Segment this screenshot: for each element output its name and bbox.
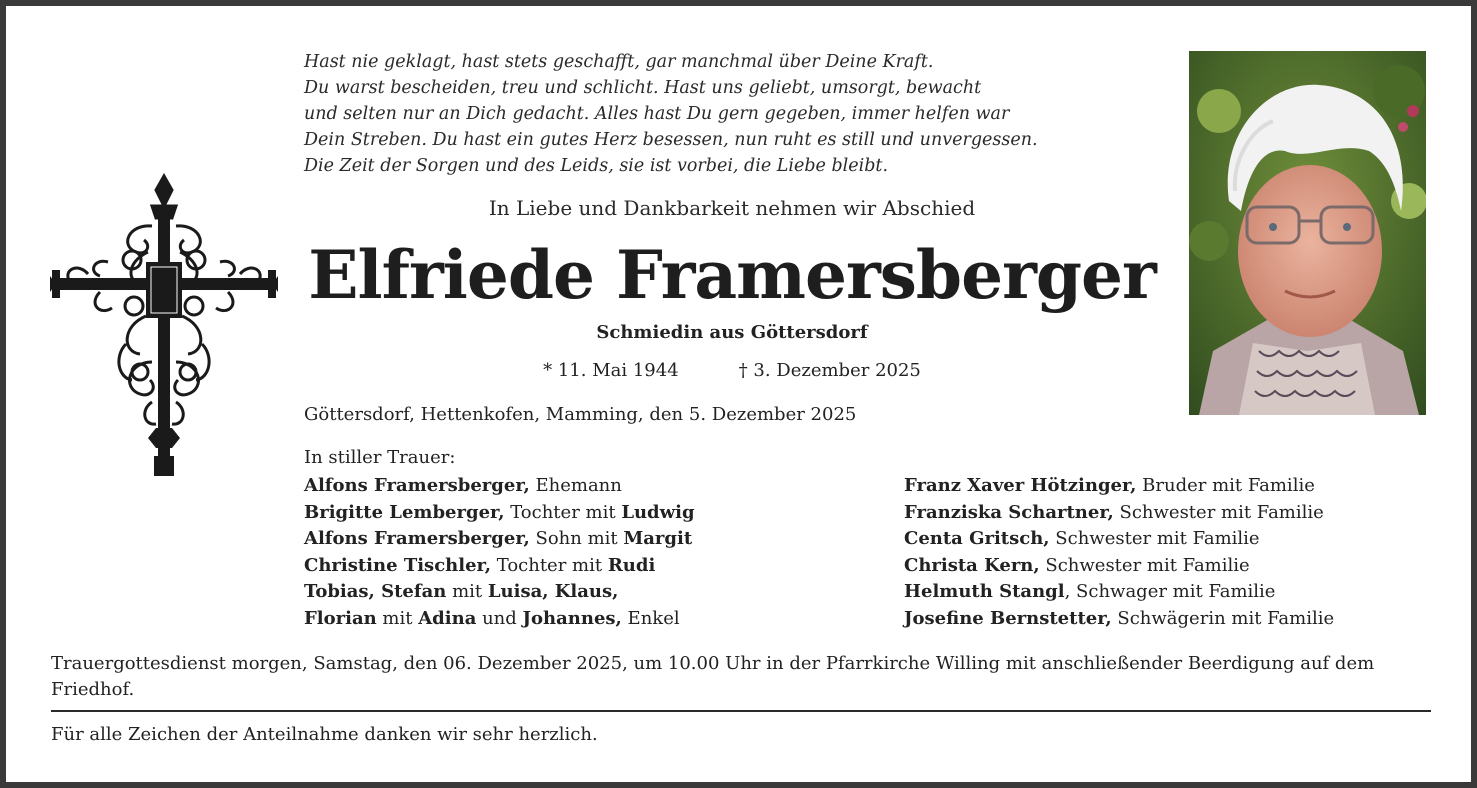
mourner-relation: Bruder mit Familie: [1136, 475, 1315, 496]
mourner-relation: Tochter mit: [490, 554, 608, 576]
mourner-name: Ludwig: [621, 501, 695, 523]
mourner-relation: Tochter mit: [504, 501, 622, 523]
mourner-name: Margit: [623, 528, 693, 549]
mourner-line: [904, 606, 1334, 633]
mourner-relation: Schwester mit Familie: [1039, 554, 1250, 576]
mourner-line: [304, 606, 695, 633]
mourner-name: Franz Xaver Hötzinger,: [904, 475, 1137, 496]
death-date: † 3. Dezember 2025: [738, 360, 921, 381]
mourner-name: Franziska Schartner,: [904, 501, 1114, 523]
mourner-name: Tobias, Stefan: [304, 581, 447, 602]
mourner-line: [904, 553, 1334, 580]
mourner-name: Josefine Bernstetter,: [904, 607, 1112, 629]
mourner-name: Helmuth Stangl: [904, 581, 1065, 602]
place-and-date: Göttersdorf, Hettenkofen, Mamming, den 5. Dezember 2025: [304, 404, 857, 425]
mourner-relation: Enkel: [621, 607, 680, 629]
mourner-name: Brigitte Lemberger,: [304, 501, 505, 523]
mourner-line: [304, 473, 695, 500]
mourners-left-column: [304, 473, 695, 632]
mourner-relation: , Schwager mit Familie: [1064, 581, 1276, 602]
portrait-photo: [1189, 51, 1426, 415]
mourner-relation: Schwester mit Familie: [1113, 501, 1324, 523]
life-dates: [304, 360, 1160, 381]
mourner-relation: Schwester mit Familie: [1049, 528, 1260, 549]
deceased-name: Elfriede Framersberger: [308, 236, 1156, 314]
mourner-line: [304, 579, 695, 606]
poem-line: Dein Streben. Du hast ein gutes Herz besessen, nun ruht es still und unvergessen.: [304, 130, 1038, 150]
mourner-line: [304, 526, 695, 553]
mourner-relation: Sohn mit: [529, 528, 624, 549]
mourners-right-column: [904, 473, 1334, 632]
thanks-note: Für alle Zeichen der Anteilnahme danken wir sehr herzlich.: [51, 724, 598, 745]
mourner-line: [904, 526, 1334, 553]
poem-line: Die Zeit der Sorgen und des Leids, sie ist vorbei, die Liebe bleibt.: [304, 156, 889, 176]
mourner-relation: Ehemann: [529, 475, 622, 496]
mourner-relation: Schwägerin mit Familie: [1111, 607, 1335, 629]
poem-line: Hast nie geklagt, hast stets geschafft, gar manchmal über Deine Kraft.: [304, 52, 934, 72]
mourner-name: Alfons Framersberger,: [304, 528, 530, 549]
deceased-subtitle: Schmiedin aus Göttersdorf: [596, 322, 868, 343]
mourner-line: [904, 579, 1334, 606]
poem-line: Du warst bescheiden, treu und schlicht. Hast uns geliebt, umsorgt, bewacht: [304, 78, 982, 98]
poem-line: und selten nur an Dich gedacht. Alles hast Du gern gegeben, immer helfen war: [304, 104, 1010, 124]
wrought-iron-cross-icon: [48, 166, 280, 484]
mourner-name: Johannes,: [522, 607, 622, 629]
mourner-relation: mit: [446, 581, 488, 602]
mourner-name: Rudi: [607, 554, 656, 576]
mourner-line: [904, 500, 1334, 527]
mourner-name: Luisa, Klaus,: [487, 581, 619, 602]
mourner-name: Christa Kern,: [904, 554, 1040, 576]
mourner-line: [904, 473, 1334, 500]
divider: [51, 710, 1431, 712]
farewell-intro: In Liebe und Dankbarkeit nehmen wir Abschied: [488, 196, 976, 220]
mourner-name: Centa Gritsch,: [904, 528, 1050, 549]
mourner-line: [304, 500, 695, 527]
mourner-line: [304, 553, 695, 580]
mourners-heading: In stiller Trauer:: [304, 447, 456, 468]
mourner-name: Alfons Framersberger,: [304, 475, 530, 496]
mourner-name: Christine Tischler,: [304, 554, 491, 576]
mourner-relation: mit: [376, 607, 419, 629]
poem: [304, 49, 1038, 179]
mourner-name: Adina: [418, 607, 477, 629]
mourner-name: Florian: [304, 607, 377, 629]
funeral-service-note: Trauergottesdienst morgen, Samstag, den 06. Dezember 2025, um 10.00 Uhr in der Pfarrkirche Willing mit anschließender Beerdigung auf dem Friedhof.: [51, 653, 1375, 700]
mourner-relation: und: [476, 607, 523, 629]
birth-date: * 11. Mai 1944: [543, 360, 679, 381]
